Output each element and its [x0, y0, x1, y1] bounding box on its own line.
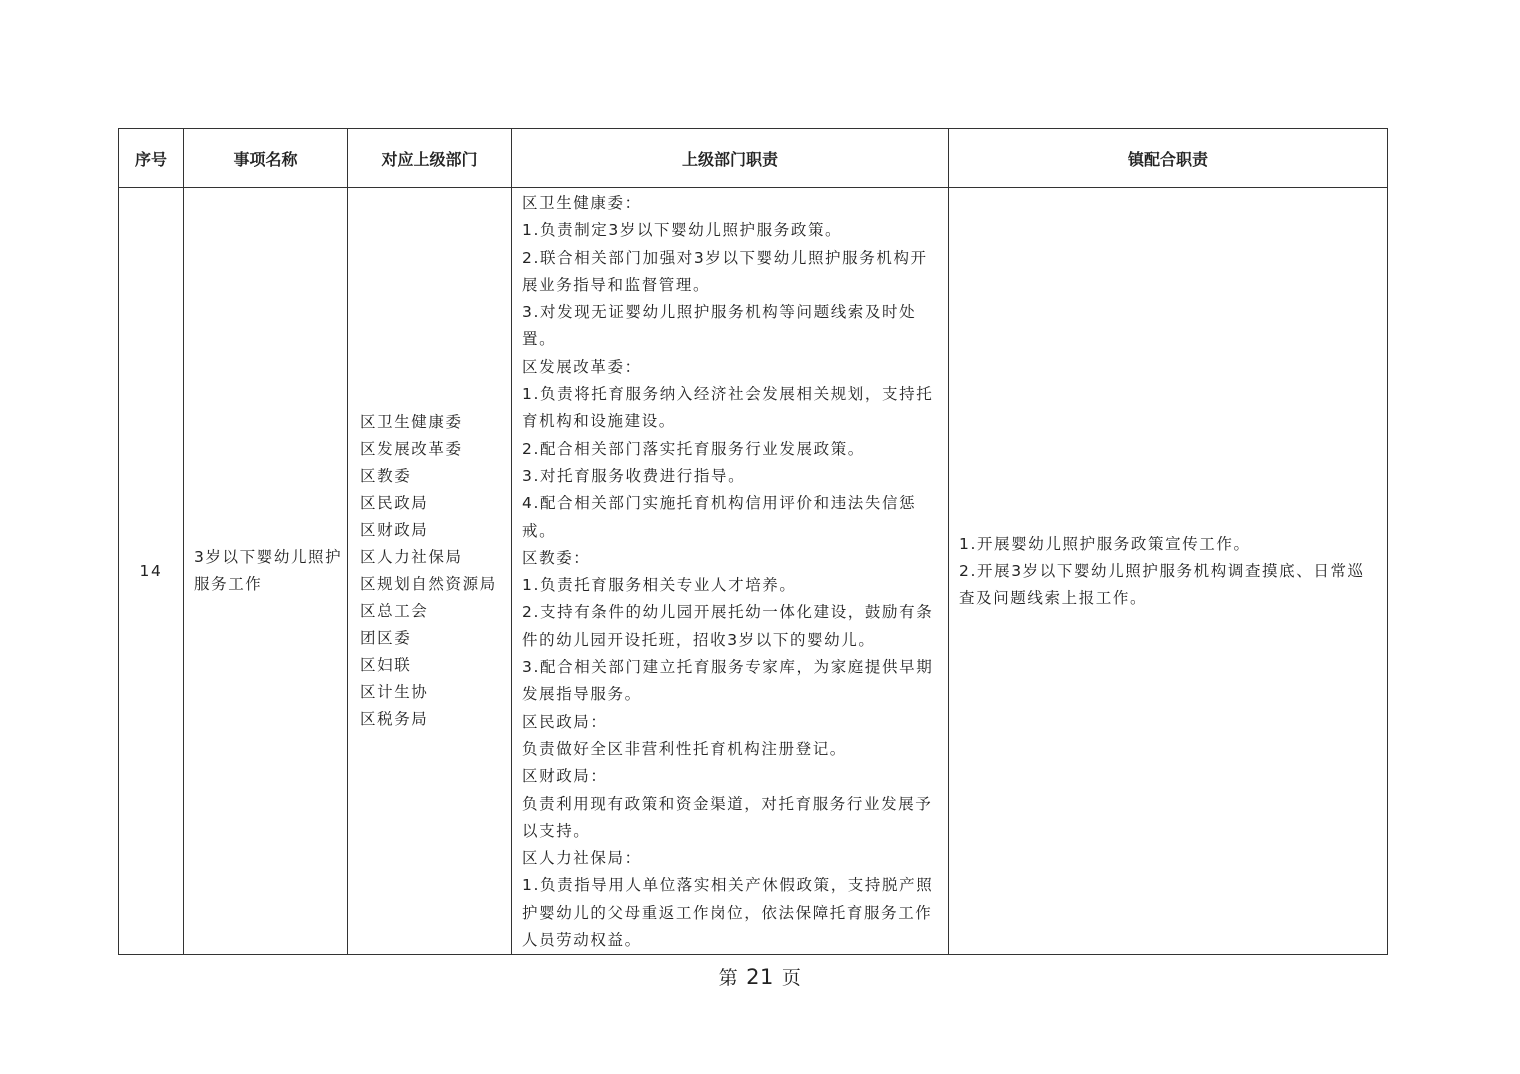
duty-line: 3.对发现无证婴幼儿照护服务机构等问题线索及时处置。: [522, 303, 917, 349]
page-footer: [0, 963, 1520, 990]
duty-line: 区民政局：: [522, 712, 608, 731]
responsibility-table: [118, 128, 1388, 955]
department-item: 区计生协: [360, 683, 429, 702]
header-town: 镇配合职责: [949, 129, 1388, 188]
header-row: [119, 129, 1388, 188]
town-duty-line: 1.开展婴幼儿照护服务政策宣传工作。: [959, 534, 1251, 553]
row-duties: [512, 188, 949, 955]
duty-line: 1.负责制定3岁以下婴幼儿照护服务政策。: [522, 221, 843, 240]
duty-line: 2.联合相关部门加强对3岁以下婴幼儿照护服务机构开展业务指导和监督管理。: [522, 248, 928, 294]
department-item: 区财政局: [360, 521, 429, 540]
duty-line: 1.负责指导用人单位落实相关产休假政策，支持脱产照护婴幼儿的父母重返工作岗位，依法保障托育服务工作人员劳动权益。: [522, 876, 934, 950]
duty-line: 区人力社保局：: [522, 849, 642, 868]
duty-line: 区发展改革委：: [522, 357, 642, 376]
duty-line: 1.负责将托育服务纳入经济社会发展相关规划，支持托育机构和设施建设。: [522, 385, 934, 431]
department-item: 区妇联: [360, 656, 412, 675]
department-item: 区发展改革委: [360, 440, 463, 459]
duty-line: 3.对托育服务收费进行指导。: [522, 466, 746, 485]
duty-line: 2.配合相关部门落实托育服务行业发展政策。: [522, 439, 865, 458]
page-number: 21: [746, 965, 774, 989]
header-num: 序号: [119, 129, 184, 188]
row-item-name: 3岁以下婴幼儿照护服务工作: [184, 188, 348, 955]
header-name: 事项名称: [184, 129, 348, 188]
duty-line: 区卫生健康委：: [522, 194, 642, 212]
page-prefix: 第: [718, 967, 739, 989]
duty-line: 4.配合相关部门实施托育机构信用评价和违法失信惩戒。: [522, 494, 917, 540]
page-suffix: 页: [781, 967, 802, 989]
town-duty-line: 2.开展3岁以下婴幼儿照护服务机构调查摸底、日常巡查及问题线索上报工作。: [959, 561, 1365, 607]
department-item: 区卫生健康委: [360, 413, 463, 432]
department-item: 团区委: [360, 629, 412, 648]
row-town-duties: [949, 188, 1388, 955]
duty-line: 区财政局：: [522, 767, 608, 786]
header-dept: 对应上级部门: [348, 129, 512, 188]
row-num: 14: [119, 188, 184, 955]
duty-line: 区教委：: [522, 548, 591, 567]
header-duty: 上级部门职责: [512, 129, 949, 188]
department-item: 区总工会: [360, 602, 429, 621]
department-item: 区规划自然资源局: [360, 575, 497, 594]
duty-line: 2.支持有条件的幼儿园开展托幼一体化建设，鼓励有条件的幼儿园开设托班，招收3岁以下的婴幼儿。: [522, 603, 934, 649]
table-row: [119, 188, 1388, 955]
duty-line: 负责利用现有政策和资金渠道，对托育服务行业发展予以支持。: [522, 794, 933, 840]
department-item: 区民政局: [360, 494, 429, 513]
duty-line: 1.负责托育服务相关专业人才培养。: [522, 576, 797, 595]
department-item: 区人力社保局: [360, 548, 463, 567]
duty-line: 3.配合相关部门建立托育服务专家库，为家庭提供早期发展指导服务。: [522, 658, 934, 704]
row-departments: [348, 188, 512, 955]
duty-line: 负责做好全区非营利性托育机构注册登记。: [522, 739, 847, 758]
department-item: 区教委: [360, 467, 412, 486]
department-item: 区税务局: [360, 710, 429, 729]
